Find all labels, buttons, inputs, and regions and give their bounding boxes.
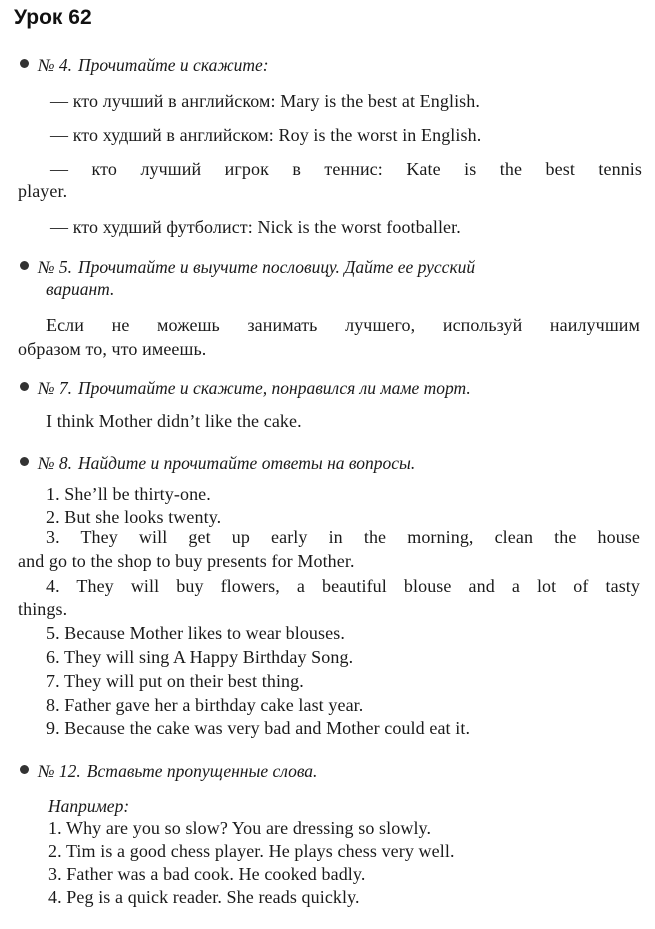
bullet-icon bbox=[20, 382, 29, 391]
answer-line: 8. Father gave her a birthday cake last year. bbox=[46, 695, 364, 715]
exercise-instruction: Вставьте пропущенные слова. bbox=[86, 761, 318, 781]
answer-line: things. bbox=[18, 599, 68, 619]
proverb-text: Если не можешь занимать лучшего, используй наилучшим bbox=[46, 315, 640, 335]
exercise-number: № 12. bbox=[38, 761, 81, 781]
exercise-instruction: Прочитайте и выучите пословицу. Дайте ее русский bbox=[78, 257, 476, 277]
example-line: 3. Father was a bad cook. He cooked badly. bbox=[48, 864, 366, 884]
exercise-number: № 8. bbox=[38, 453, 73, 473]
answer-line: 4. They will buy flowers, a beautiful blouse and a lot of tasty bbox=[46, 576, 640, 596]
answer-line: 3. They will get up early in the morning, clean the house bbox=[46, 527, 640, 547]
exercise-7-answer: I think Mother didn’t like the cake. bbox=[46, 411, 302, 431]
answer-line: 2. But she looks twenty. bbox=[46, 507, 222, 527]
bullet-icon bbox=[20, 261, 29, 270]
example-label: Например: bbox=[48, 796, 130, 816]
answer-line: 9. Because the cake was very bad and Mother could eat it. bbox=[46, 718, 471, 738]
answer-line: 6. They will sing A Happy Birthday Song. bbox=[46, 647, 354, 667]
exercise-8-header bbox=[20, 452, 415, 474]
bullet-icon bbox=[20, 457, 29, 466]
exercise-4-header bbox=[20, 54, 269, 76]
proverb-text: образом то, что имеешь. bbox=[18, 339, 207, 359]
example-line: 4. Peg is a quick reader. She reads quickly. bbox=[48, 887, 360, 907]
exercise-4-line: — кто лучший в английском: Mary is the best at English. bbox=[50, 91, 480, 111]
answer-line: 1. She’ll be thirty-one. bbox=[46, 484, 211, 504]
exercise-4-line: — кто худший в английском: Roy is the worst in English. bbox=[50, 125, 482, 145]
exercise-number: № 4. bbox=[38, 55, 73, 75]
exercise-instruction: Прочитайте и скажите: bbox=[78, 55, 269, 75]
exercise-number: № 5. bbox=[38, 257, 73, 277]
bullet-icon bbox=[20, 765, 29, 774]
example-line: 2. Tim is a good chess player. He plays chess very well. bbox=[48, 841, 455, 861]
exercise-number: № 7. bbox=[38, 378, 73, 398]
answer-line: 7. They will put on their best thing. bbox=[46, 671, 304, 691]
lesson-title: Урок 62 bbox=[14, 6, 92, 29]
answer-line: and go to the shop to buy presents for Mother. bbox=[18, 551, 355, 571]
exercise-7-header bbox=[20, 377, 471, 399]
example-line: 1. Why are you so slow? You are dressing so slowly. bbox=[48, 818, 432, 838]
exercise-4-line: — кто лучший игрок в теннис: Kate is the best tennis bbox=[50, 159, 642, 179]
exercise-instruction: Найдите и прочитайте ответы на вопросы. bbox=[78, 453, 416, 473]
answer-line: 5. Because Mother likes to wear blouses. bbox=[46, 623, 345, 643]
bullet-icon bbox=[20, 59, 29, 68]
exercise-4-line: player. bbox=[18, 181, 68, 201]
exercise-4-line: — кто худший футболист: Nick is the worst footballer. bbox=[50, 217, 461, 237]
exercise-5-header bbox=[20, 256, 475, 300]
exercise-instruction: Прочитайте и скажите, понравился ли маме торт. bbox=[78, 378, 471, 398]
exercise-instruction-continued: вариант. bbox=[46, 279, 115, 299]
exercise-12-header bbox=[20, 760, 317, 782]
